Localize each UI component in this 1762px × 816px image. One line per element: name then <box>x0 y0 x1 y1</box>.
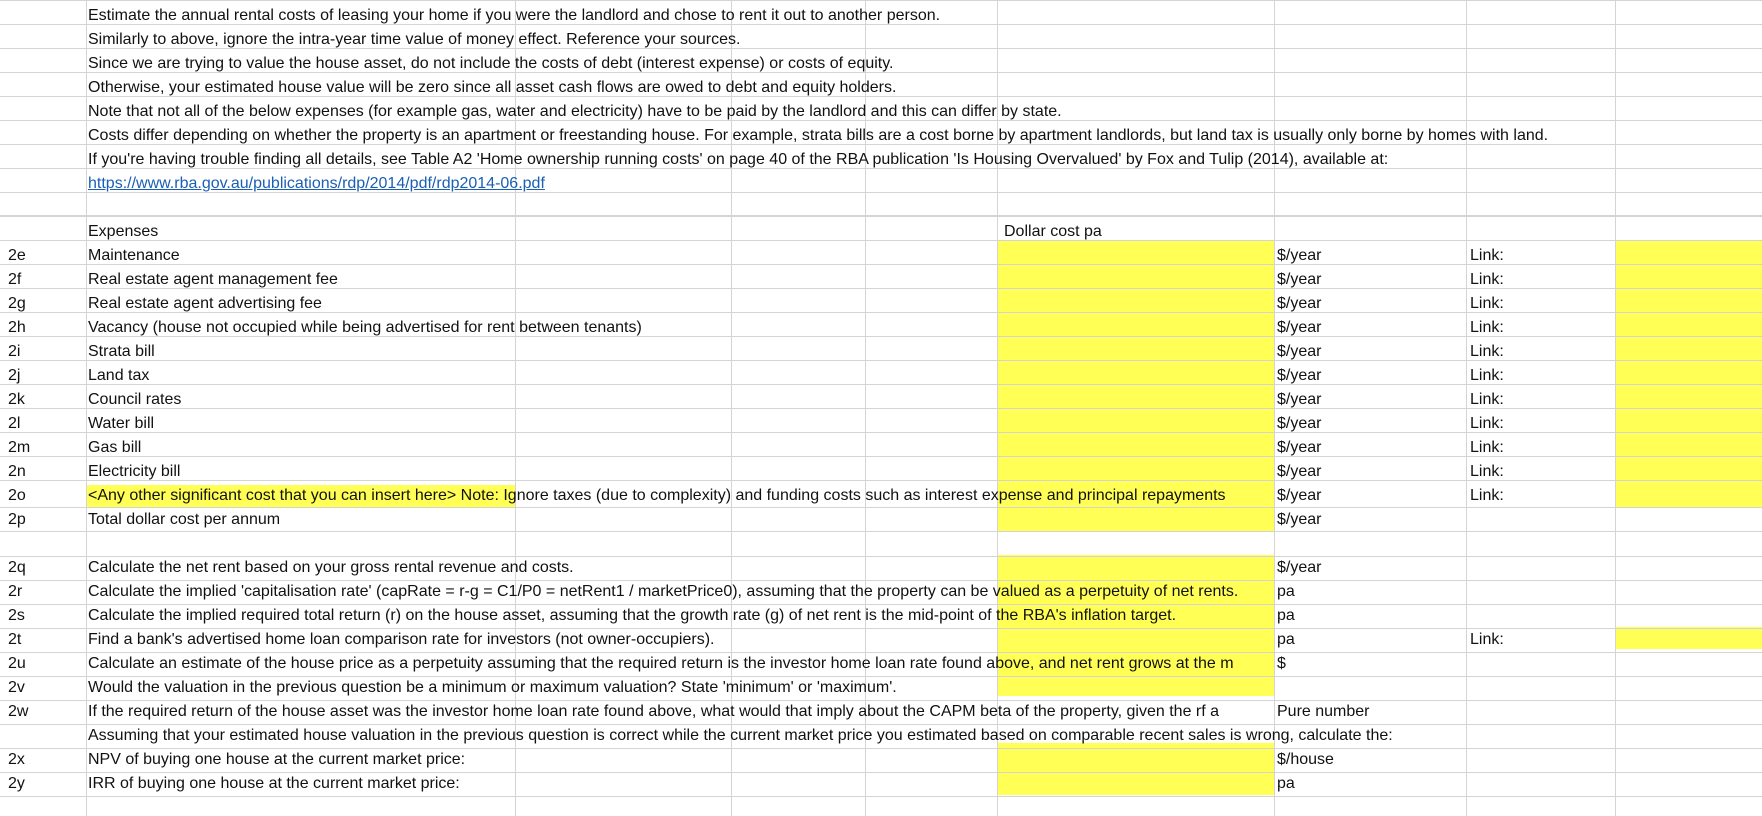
expense-label: Real estate agent management fee <box>88 271 338 288</box>
link-label: Link: <box>1470 247 1504 264</box>
expense-label: Strata bill <box>88 343 155 360</box>
note-line: Similarly to above, ignore the intra-year time value of money effect. Reference your sources. <box>88 31 741 48</box>
dollar-cost-header: Dollar cost pa <box>1004 223 1102 240</box>
unit-label: $/year <box>1277 343 1322 360</box>
final-label: IRR of buying one house at the current market price: <box>88 775 460 792</box>
row-id: 2e <box>8 247 26 264</box>
row-id: 2j <box>8 367 21 384</box>
question-label: Calculate an estimate of the house price as a perpetuity assuming that the required return is the investor home loan rate found above, and net rent grows at the m <box>88 655 1234 672</box>
final-label: NPV of buying one house at the current market price: <box>88 751 466 768</box>
row-id: 2s <box>8 607 25 624</box>
row-id: 2u <box>8 655 26 672</box>
expense-label: Water bill <box>88 415 155 432</box>
expense-label: Maintenance <box>88 247 180 264</box>
unit-label: pa <box>1277 583 1295 600</box>
note-line: If you're having trouble finding all details, see Table A2 'Home ownership running costs' on page 40 of the RBA publication 'Is Housing Overvalued' by Fox and Tulip (2014), available at: <box>88 151 1389 168</box>
unit-label: pa <box>1277 775 1295 792</box>
expenses-header: Expenses <box>88 223 159 240</box>
question-label: Calculate the implied 'capitalisation rate' (capRate = r-g = C1/P0 = netRent1 / marketPrice0), assuming that the property can be valued as a perpetuity of net rents. <box>88 583 1239 600</box>
unit-label: $/year <box>1277 439 1322 456</box>
unit-label: $/year <box>1277 295 1322 312</box>
row-id: 2o <box>8 487 26 504</box>
other-cost-label[interactable]: <Any other significant cost that you can insert here> <box>88 487 457 504</box>
link-label: Link: <box>1470 487 1504 504</box>
note-line: Note that not all of the below expenses (for example gas, water and electricity) have to be paid by the landlord and this can differ by state. <box>88 103 1062 120</box>
row-id: 2n <box>8 463 26 480</box>
expense-label: Real estate agent advertising fee <box>88 295 322 312</box>
row-id: 2m <box>8 439 31 456</box>
link-label: Link: <box>1470 271 1504 288</box>
row-id: 2g <box>8 295 26 312</box>
row-id: 2t <box>8 631 22 648</box>
note-line: Since we are trying to value the house asset, do not include the costs of debt (interest expense) or costs of equity. <box>88 55 894 72</box>
total-cost-label: Total dollar cost per annum <box>88 511 281 528</box>
question-label: Find a bank's advertised home loan comparison rate for investors (not owner-occupiers). <box>88 631 715 648</box>
row-id: 2p <box>8 511 26 528</box>
unit-label: $/year <box>1277 391 1322 408</box>
dollar-cost-inputs-final[interactable] <box>998 743 1274 795</box>
row-id: 2l <box>8 415 21 432</box>
link-label: Link: <box>1470 463 1504 480</box>
unit-label: $/year <box>1277 559 1322 576</box>
other-cost-note: Note: Ignore taxes (due to complexity) and funding costs such as interest expense and principal repayments <box>456 487 1226 504</box>
note-line: Otherwise, your estimated house value will be zero since all asset cash flows are owed to debt and equity holders. <box>88 79 897 96</box>
expense-label: Electricity bill <box>88 463 181 480</box>
row-id: 2h <box>8 319 26 336</box>
link-label: Link: <box>1470 439 1504 456</box>
link-label: Link: <box>1470 343 1504 360</box>
unit-label: $/year <box>1277 319 1322 336</box>
unit-label: $/year <box>1277 511 1322 528</box>
question-label: Calculate the net rent based on your gross rental revenue and costs. <box>88 559 574 576</box>
question-label: Calculate the implied required total return (r) on the house asset, assuming that the growth rate (g) of net rent is the mid-point of the RBA's inflation target. <box>88 607 1177 624</box>
unit-label: $/house <box>1277 751 1334 768</box>
expense-label: Gas bill <box>88 439 142 456</box>
unit-label: $/year <box>1277 415 1322 432</box>
row-id: 2k <box>8 391 25 408</box>
unit-label: Pure number <box>1277 703 1370 720</box>
unit-label: pa <box>1277 607 1295 624</box>
unit-label: $/year <box>1277 247 1322 264</box>
expense-label: Land tax <box>88 367 150 384</box>
unit-label: pa <box>1277 631 1295 648</box>
row-id: 2x <box>8 751 25 768</box>
row-id: 2v <box>8 679 25 696</box>
link-label: Link: <box>1470 415 1504 432</box>
link-label: Link: <box>1470 319 1504 336</box>
link-inputs-expenses[interactable] <box>1616 241 1762 507</box>
row-id: 2i <box>8 343 21 360</box>
link-label: Link: <box>1470 631 1504 648</box>
link-label: Link: <box>1470 391 1504 408</box>
unit-label: $ <box>1277 655 1286 672</box>
note-line: Estimate the annual rental costs of leasing your home if you were the landlord and chose to rent it out to another person. <box>88 7 941 24</box>
unit-label: $/year <box>1277 487 1322 504</box>
question-label: Would the valuation in the previous question be a minimum or maximum valuation? State 'minimum' or 'maximum'. <box>88 679 897 696</box>
assumption-note: Assuming that your estimated house valuation in the previous question is correct while the current market price you estimated based on comparable recent sales is wrong, calculate the: <box>88 727 1393 744</box>
row-id: 2f <box>8 271 22 288</box>
link-label: Link: <box>1470 295 1504 312</box>
note-line: Costs differ depending on whether the property is an apartment or freestanding house. For example, strata bills are a cost borne by apartment landlords, but land tax is usually only borne by homes with land. <box>88 127 1549 144</box>
unit-label: $/year <box>1277 271 1322 288</box>
unit-label: $/year <box>1277 367 1322 384</box>
question-label: If the required return of the house asset was the investor home loan rate found above, what would that imply about the CAPM beta of the property, given the rf a <box>88 703 1220 720</box>
link-label: Link: <box>1470 367 1504 384</box>
expense-label: Vacancy (house not occupied while being advertised for rent between tenants) <box>88 319 642 336</box>
unit-label: $/year <box>1277 463 1322 480</box>
rba-publication-link[interactable]: https://www.rba.gov.au/publications/rdp/2014/pdf/rdp2014-06.pdf <box>88 175 545 192</box>
row-id: 2y <box>8 775 25 792</box>
row-id: 2w <box>8 703 29 720</box>
row-id: 2r <box>8 583 23 600</box>
expense-label: Council rates <box>88 391 182 408</box>
row-id: 2q <box>8 559 26 576</box>
link-input-2t[interactable] <box>1616 627 1762 649</box>
